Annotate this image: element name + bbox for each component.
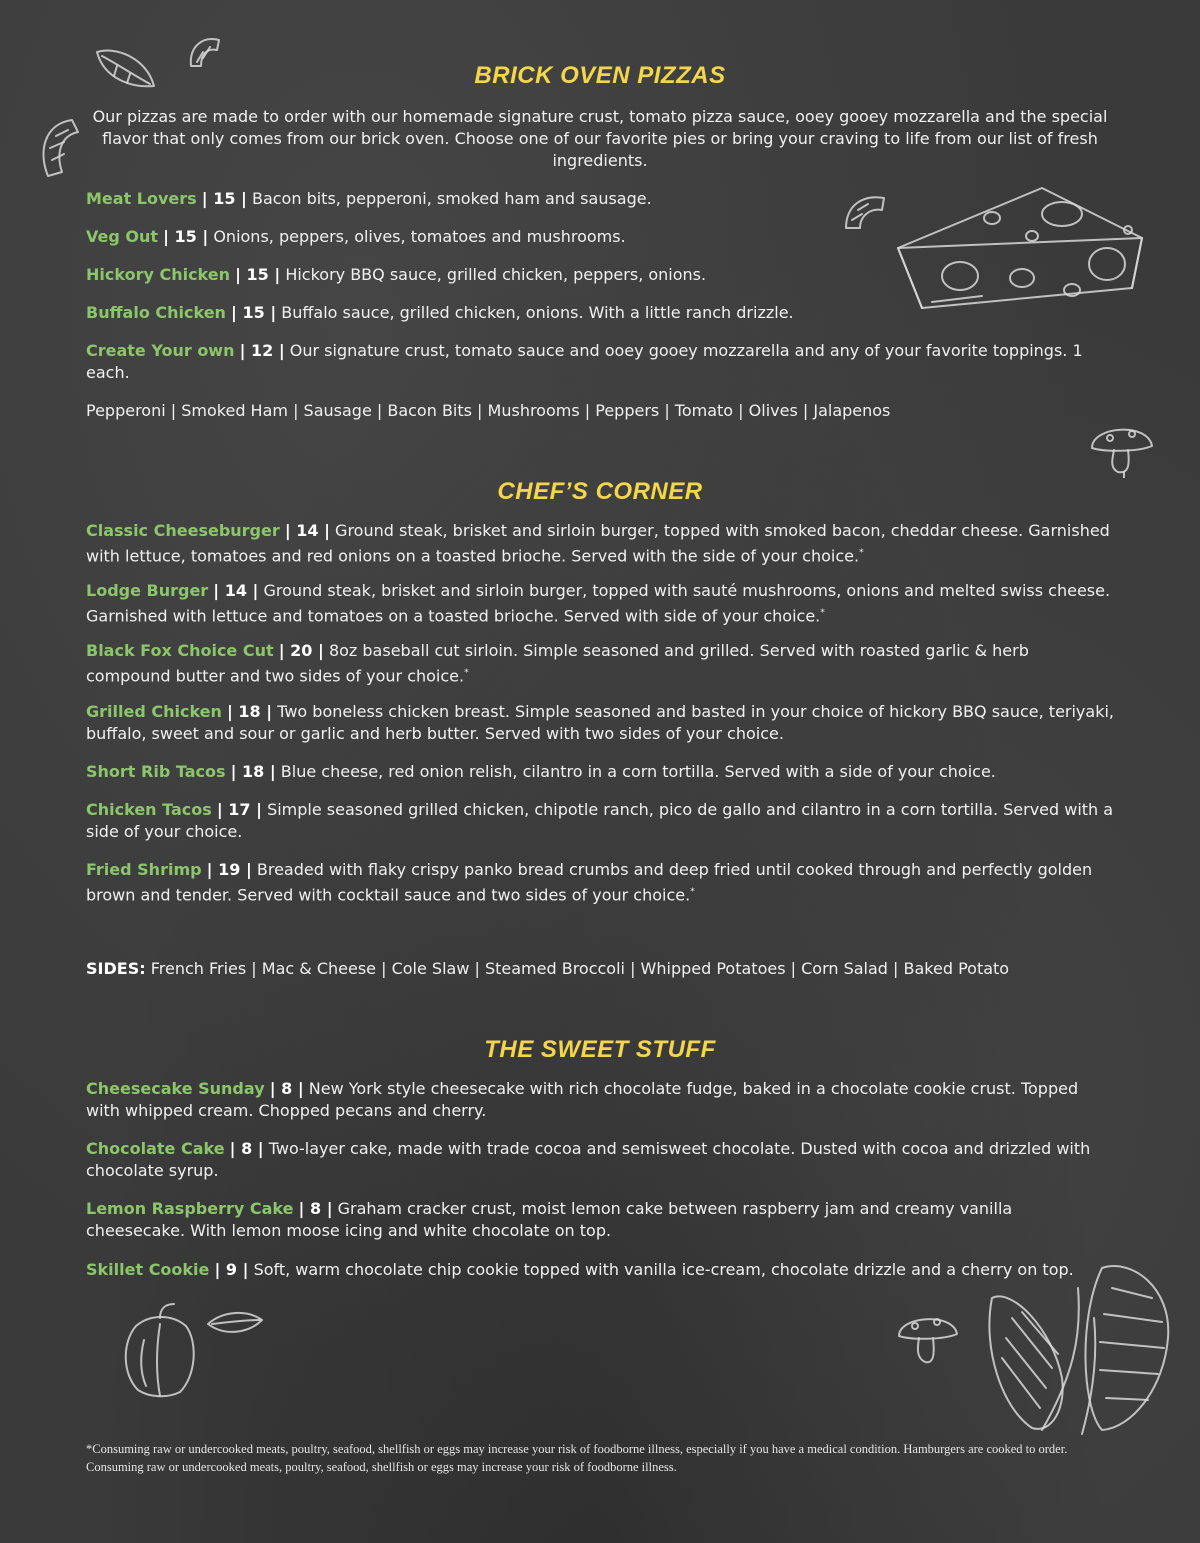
item-separator: |	[278, 641, 285, 660]
item-separator: |	[256, 800, 262, 819]
menu-item	[86, 761, 1116, 783]
item-name: Create Your own	[86, 341, 235, 360]
item-separator: |	[252, 581, 259, 600]
item-name: Cheesecake Sunday	[86, 1079, 265, 1098]
item-description: Simple seasoned grilled chicken, chipotle ranch, pico de gallo and cilantro in a corn tortilla. Served with a side of your choice.	[86, 800, 1114, 841]
item-price: 8	[309, 1199, 322, 1218]
item-separator: |	[227, 702, 233, 721]
menu-item	[86, 1259, 1116, 1281]
item-price: 18	[238, 702, 261, 721]
item-description: Blue cheese, red onion relish, cilantro in a corn tortilla. Served with a side of your choice.	[280, 762, 996, 781]
mushroom-icon	[1088, 418, 1158, 478]
item-description: Bacon bits, pepperoni, smoked ham and sausage.	[251, 189, 652, 208]
item-description: Our signature crust, tomato sauce and ooey gooey mozzarella and any of your favorite toppings. 1 each.	[86, 341, 1083, 382]
item-description: 8oz baseball cut sirloin. Simple seasoned and grilled. Served with roasted garlic & herb compound butter and two sides of your choice.	[86, 641, 1029, 686]
item-description: Buffalo sauce, grilled chicken, onions. With a little ranch drizzle.	[281, 303, 794, 322]
item-separator: |	[326, 1199, 333, 1218]
menu-item	[86, 859, 1116, 906]
item-separator: |	[230, 762, 237, 781]
corn-icon	[982, 1258, 1182, 1438]
footnote: *Consuming raw or undercooked meats, poultry, seafood, shellfish or eggs may increase your risk of foodborne illness, especially if you have a medical condition. Hamburgers are cooked to order. Consuming raw or undercooked meats, poultry, seafood, shellfish or eggs may increase your risk of foodborne illness.	[86, 1442, 1068, 1474]
item-name: Meat Lovers	[86, 189, 197, 208]
menu-item	[86, 264, 1116, 286]
item-separator: |	[274, 265, 281, 284]
item-name: Fried Shrimp	[86, 860, 202, 879]
footnote-marker: *	[820, 608, 825, 618]
item-name: Veg Out	[86, 227, 159, 246]
menu-item	[86, 799, 1116, 843]
item-separator: |	[214, 1260, 221, 1279]
item-price: 8	[241, 1139, 253, 1158]
menu-item	[86, 1078, 1116, 1122]
footnote-marker: *	[859, 548, 864, 558]
item-separator: |	[241, 189, 247, 208]
menu-item	[86, 580, 1116, 627]
item-description: Onions, peppers, olives, tomatoes and mushrooms.	[213, 227, 626, 246]
macaroni-icon	[38, 116, 86, 182]
item-description: Soft, warm chocolate chip cookie topped with vanilla ice-cream, chocolate drizzle and a cherry on top.	[253, 1260, 1074, 1279]
menu-item	[86, 640, 1116, 687]
menu-item	[86, 1198, 1116, 1242]
item-separator: |	[270, 303, 277, 322]
item-separator: |	[269, 1079, 276, 1098]
toppings-list: Pepperoni | Smoked Ham | Sausage | Bacon Bits | Mushrooms | Peppers | Tomato | Olives | Jalapenos	[86, 401, 891, 420]
item-separator: |	[284, 521, 291, 540]
item-price: 14	[296, 521, 319, 540]
mushroom-icon	[895, 1308, 961, 1368]
item-description: Ground steak, brisket and sirloin burger, topped with sauté mushrooms, onions and melted swiss cheese. Garnished with lettuce and tomatoes on a toasted brioche. Served with side of your choice.	[86, 581, 1111, 626]
item-price: 15	[174, 227, 197, 246]
item-price: 14	[224, 581, 247, 600]
item-description: Hickory BBQ sauce, grilled chicken, peppers, onions.	[285, 265, 707, 284]
footnote-marker: *	[690, 887, 695, 897]
item-separator: |	[245, 860, 252, 879]
sweet-stuff-heading: THE SWEET STUFF	[484, 1036, 716, 1063]
item-name: Grilled Chicken	[86, 702, 222, 721]
item-separator: |	[216, 800, 223, 819]
sides-list	[86, 958, 1116, 980]
menu-item	[86, 302, 1116, 324]
footnote-marker: *	[464, 668, 469, 678]
menu-item	[86, 1138, 1116, 1182]
item-name: Black Fox Choice Cut	[86, 641, 274, 660]
item-separator: |	[269, 762, 276, 781]
item-description: Graham cracker crust, moist lemon cake between raspberry jam and creamy vanilla cheesecake. With lemon moose icing and white chocolate on top.	[86, 1199, 1013, 1240]
item-price: 19	[218, 860, 241, 879]
item-separator: |	[324, 521, 330, 540]
item-separator: |	[297, 1079, 304, 1098]
menu-item	[86, 340, 1116, 384]
item-price: 20	[290, 641, 313, 660]
item-description: Two-layer cake, made with trade cocoa and semisweet chocolate. Dusted with cocoa and drizzled with chocolate syrup.	[86, 1139, 1091, 1180]
menu-item	[86, 520, 1116, 567]
item-separator: |	[201, 189, 208, 208]
item-price: 15	[213, 189, 236, 208]
leaf-icon	[204, 1308, 266, 1338]
item-separator: |	[213, 581, 220, 600]
item-separator: |	[318, 641, 324, 660]
sides-options: French Fries | Mac & Cheese | Cole Slaw | Steamed Broccoli | Whipped Potatoes | Corn Salad | Baked Potato	[150, 959, 1010, 978]
pizzas-intro: Our pizzas are made to order with our homemade signature crust, tomato pizza sauce, ooey gooey mozzarella and the special flavor that only comes from our brick oven. Choose one of our favorite pies or bring your craving to life from our list of fresh ingredients.	[92, 107, 1108, 170]
pizzas-heading: BRICK OVEN PIZZAS	[474, 62, 726, 89]
item-name: Classic Cheeseburger	[86, 521, 280, 540]
item-name: Lodge Burger	[86, 581, 209, 600]
item-separator: |	[239, 341, 246, 360]
item-separator: |	[257, 1139, 264, 1158]
item-separator: |	[229, 1139, 236, 1158]
item-price: 12	[251, 341, 274, 360]
sides-label: SIDES:	[86, 959, 146, 978]
menu-item	[86, 188, 1116, 210]
item-description: Breaded with flaky crispy panko bread crumbs and deep fried until cooked through and perfectly golden brown and tender. Served with cocktail sauce and two sides of your choice.	[86, 860, 1093, 905]
bell-pepper-icon	[120, 1300, 200, 1400]
item-price: 8	[281, 1079, 293, 1098]
item-description: Ground steak, brisket and sirloin burger, topped with smoked bacon, cheddar cheese. Garnished with lettuce, tomatoes and red onions on a toasted brioche. Served with the side of your choice.	[86, 521, 1110, 566]
item-separator: |	[231, 303, 237, 322]
item-separator: |	[206, 860, 213, 879]
item-name: Short Rib Tacos	[86, 762, 226, 781]
item-separator: |	[298, 1199, 305, 1218]
item-name: Chocolate Cake	[86, 1139, 225, 1158]
item-name: Hickory Chicken	[86, 265, 231, 284]
item-separator: |	[163, 227, 169, 246]
item-name: Buffalo Chicken	[86, 303, 226, 322]
menu-item	[86, 226, 1116, 248]
item-name: Chicken Tacos	[86, 800, 212, 819]
menu-item	[86, 701, 1116, 745]
item-price: 15	[246, 265, 269, 284]
item-price: 17	[228, 800, 251, 819]
item-separator: |	[235, 265, 241, 284]
item-description: Two boneless chicken breast. Simple seasoned and basted in your choice of hickory BBQ sauce, teriyaki, buffalo, sweet and sour or garlic and herb butter. Served with two sides of your choice.	[86, 702, 1114, 743]
chefs-corner-heading: CHEF’S CORNER	[497, 478, 703, 505]
item-price: 9	[225, 1260, 238, 1279]
item-separator: |	[266, 702, 273, 721]
item-name: Skillet Cookie	[86, 1260, 210, 1279]
item-name: Lemon Raspberry Cake	[86, 1199, 294, 1218]
item-separator: |	[202, 227, 209, 246]
item-description: New York style cheesecake with rich chocolate fudge, baked in a chocolate cookie crust. Topped with whipped cream. Chopped pecans and cherry.	[86, 1079, 1079, 1120]
item-separator: |	[242, 1260, 249, 1279]
item-price: 15	[242, 303, 265, 322]
item-price: 18	[242, 762, 265, 781]
item-separator: |	[278, 341, 285, 360]
